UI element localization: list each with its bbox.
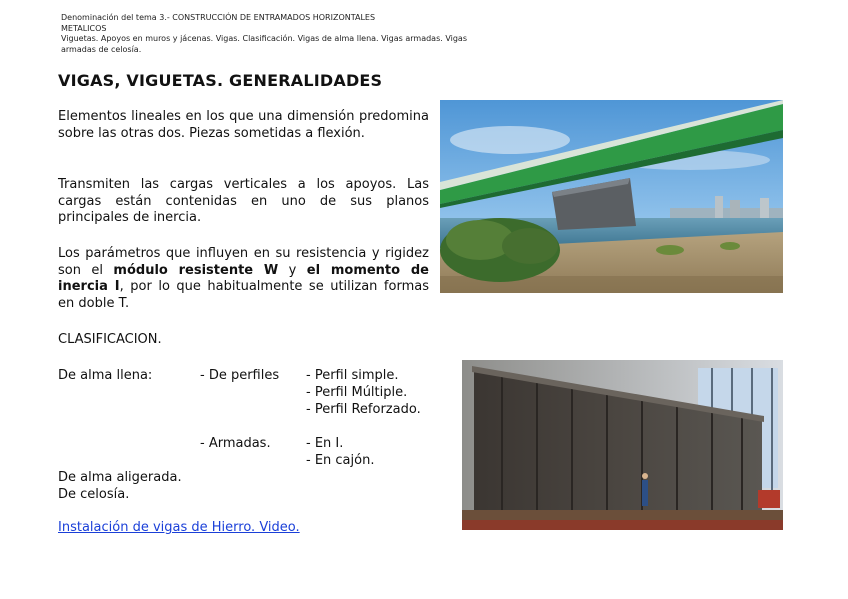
header-line: armadas de celosía.	[61, 44, 142, 54]
label-de-perfiles: - De perfiles	[200, 368, 280, 383]
bold-term: el momento de inercia I	[58, 262, 430, 294]
label-armadas: - Armadas.	[200, 436, 271, 451]
document-header	[61, 13, 501, 55]
steel-beam-photo	[462, 360, 783, 530]
bold-term: módulo resistente W	[113, 262, 279, 278]
classification-heading: CLASIFICACION.	[58, 332, 162, 347]
paragraph-loads: Transmiten las cargas verticales a los apoyos. Las cargas están contenidas en uno de sus planos principales de inercia.	[58, 177, 429, 225]
page-title: VIGAS, VIGUETAS. GENERALIDADES	[58, 71, 383, 90]
video-link[interactable]: Instalación de vigas de Hierro. Video.	[58, 520, 300, 535]
label-celosia: De celosía.	[58, 487, 130, 502]
paragraph-text: y	[278, 262, 307, 278]
paragraph-definition: Elementos lineales en los que una dimensión predomina sobre las otras dos. Piezas sometidas a flexión.	[58, 109, 429, 141]
item-perfil-multiple: - Perfil Múltiple.	[306, 385, 408, 400]
header-line: Viguetas. Apoyos en muros y jácenas. Vigas. Clasificación. Vigas de alma llena. Vigas armadas. Vigas	[61, 34, 468, 43]
item-en-cajon: - En cajón.	[306, 453, 375, 468]
item-perfil-reforzado: - Perfil Reforzado.	[306, 402, 421, 417]
header-line: Denominación del tema 3.- CONSTRUCCIÓN DE ENTRAMADOS HORIZONTALES	[61, 13, 376, 22]
paragraph-text: Los parámetros que influyen en su resistencia y rigidez son el	[58, 246, 429, 278]
header-line: METALICOS	[61, 23, 107, 33]
paragraph-text: , por lo que habitualmente se utilizan formas en doble T.	[58, 279, 429, 311]
item-en-i: - En I.	[306, 436, 344, 451]
paragraph-parameters	[58, 246, 429, 312]
bridge-photo	[440, 100, 783, 293]
label-alma-aligerada: De alma aligerada.	[58, 470, 182, 485]
item-perfil-simple: - Perfil simple.	[306, 368, 399, 383]
label-alma-llena: De alma llena:	[58, 368, 153, 383]
